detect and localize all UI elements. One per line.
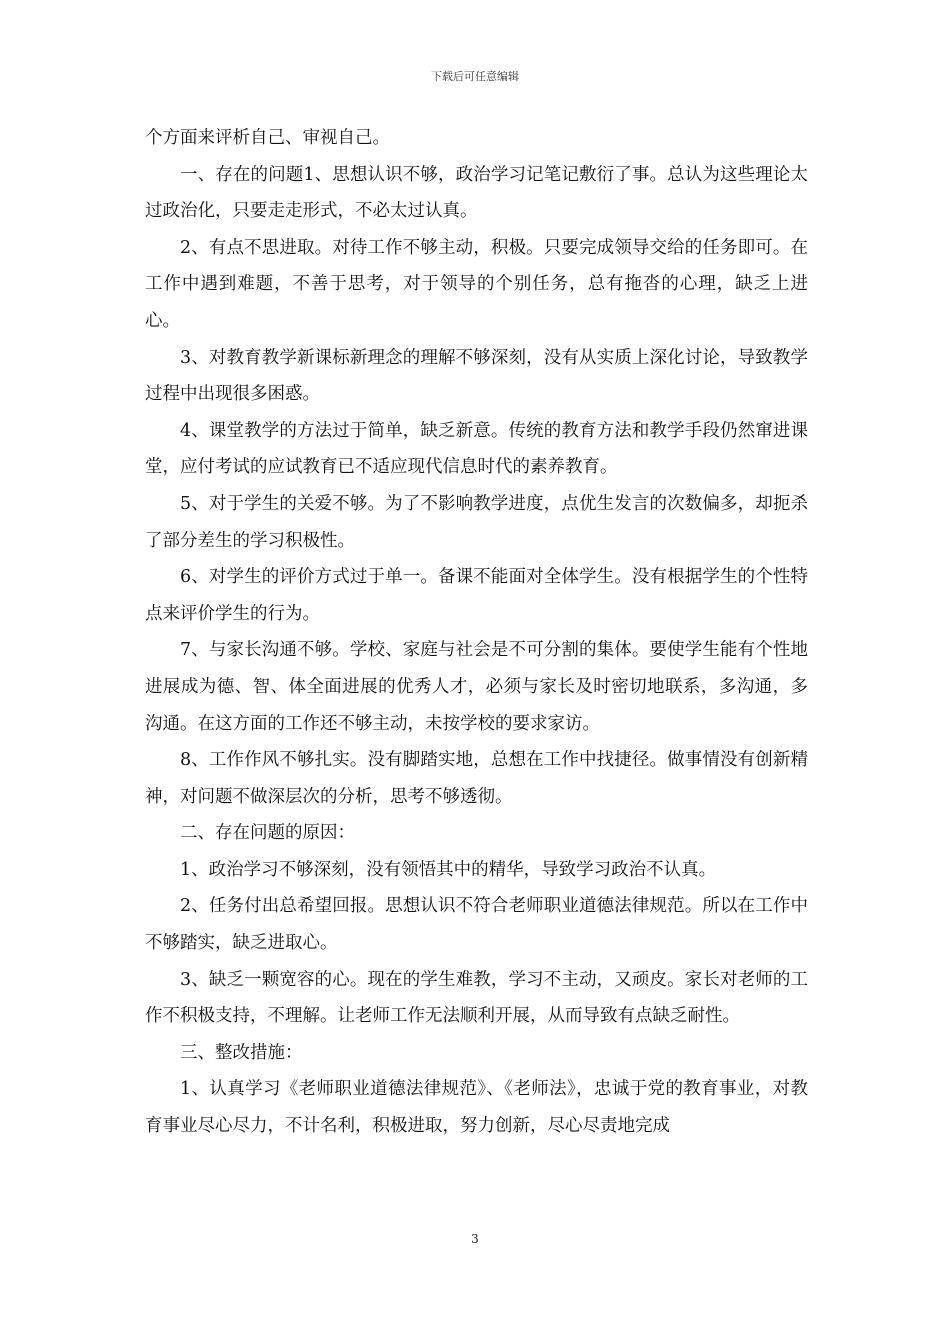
- section-heading: 二、存在问题的原因：: [180, 823, 355, 844]
- paragraph: 一、存在的问题1、思想认识不够，政治学习记笔记敷衍了事。总认为这些理论太过政治化，只要走走形式，不必太过认真。: [145, 164, 808, 222]
- paragraph: 7、与家长沟通不够。学校、家庭与社会是不可分割的集体。要使学生能有个性地进展成为德、智、体全面进展的优秀人才，必须与家长及时密切地联系，多沟通，多沟通。在这方面的工作还不够主动，未按学校的要求家访。: [145, 640, 808, 734]
- paragraph: 6、对学生的评价方式过于单一。备课不能面对全体学生。没有根据学生的个性特点来评价学生的行为。: [145, 567, 808, 624]
- paragraph: 3、缺乏一颗宽容的心。现在的学生难教，学习不主动，又顽皮。家长对老师的工作不积极支持，不理解。让老师工作无法顺利开展，从而导致有点缺乏耐性。: [145, 969, 808, 1027]
- paragraph: 个方面来评析自己、审视自己。: [145, 128, 390, 148]
- paragraph: 3、对教育教学新课标新理念的理解不够深刻，没有从实质上深化讨论，导致教学过程中出现很多困惑。: [145, 347, 808, 405]
- page-header: 下载后可任意编辑: [431, 70, 519, 83]
- page-number: 3: [471, 1232, 479, 1246]
- section-heading: 三、整改措施：: [180, 1042, 303, 1063]
- paragraph: 4、课堂教学的方法过于简单，缺乏新意。传统的教育方法和教学手段仍然窜进课堂，应付考试的应试教育已不适应现代信息时代的素养教育。: [145, 420, 808, 478]
- paragraph: 8、工作作风不够扎实。没有脚踏实地，总想在工作中找捷径。做事情没有创新精神，对问题不做深层次的分析，思考不够透彻。: [145, 750, 808, 807]
- paragraph: 2、有点不思进取。对待工作不够主动，积极。只要完成领导交给的任务即可。在工作中遇到难题，不善于思考，对于领导的个别任务，总有拖沓的心理，缺乏上进心。: [145, 237, 808, 331]
- paragraph: 1、政治学习不够深刻，没有领悟其中的精华，导致学习政治不认真。: [180, 859, 717, 880]
- document-body: [145, 120, 808, 1145]
- paragraph: 2、任务付出总希望回报。思想认识不符合老师职业道德法律规范。所以在工作中不够踏实，缺乏进取心。: [145, 896, 808, 954]
- paragraph: 1、认真学习《老师职业道德法律规范》、《老师法》，忠诚于党的教育事业，对教育事业尽心尽力，不计名利，积极进取，努力创新，尽心尽责地完成: [145, 1079, 808, 1137]
- paragraph: 5、对于学生的关爱不够。为了不影响教学进度，点优生发言的次数偏多，却扼杀了部分差生的学习积极性。: [145, 493, 808, 551]
